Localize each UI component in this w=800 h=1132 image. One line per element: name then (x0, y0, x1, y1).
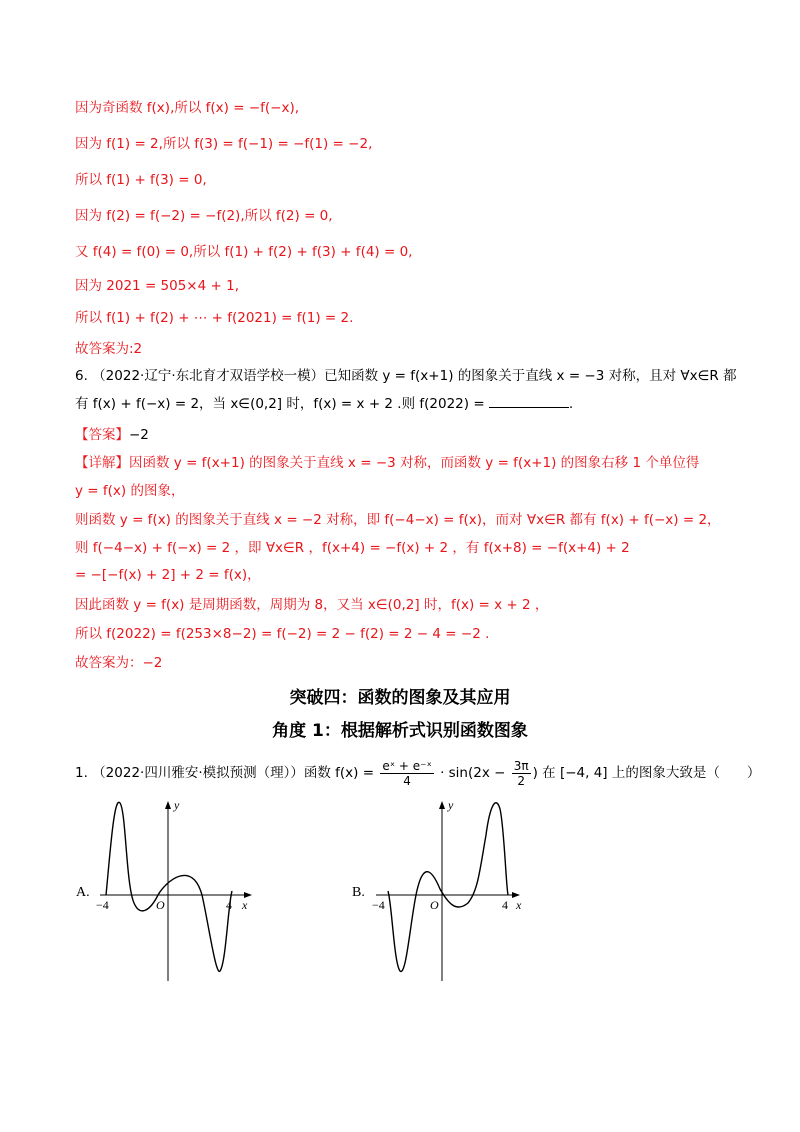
option-a-curve (106, 802, 232, 971)
pi-fraction-den: 2 (517, 773, 525, 788)
option-a-graph[interactable] (92, 795, 262, 985)
option-a-y-label: y (174, 798, 180, 812)
problem6-line2-text: 有 f(x) + f(−x) = 2，当 x∈(0,2] 时，f(x) = x + 2 .则 f(2022) = (75, 396, 489, 412)
detail-line-4: 则 f(−4−x) + f(−x) = 2 ，即 ∀x∈R ，f(x+4) = −f(x) + 2 ，有 f(x+8) = −f(x+4) + 2 (75, 540, 630, 556)
option-b-graph[interactable] (368, 795, 538, 985)
solution-line-2: 因为 f(1) = 2,所以 f(3) = f(−1) = −f(1) = −2, (75, 136, 373, 152)
exp-fraction (380, 759, 433, 788)
solution-line-4: 因为 f(2) = f(−2) = −f(2),所以 f(2) = 0, (75, 208, 333, 224)
option-a-x-pos: 4 (226, 898, 232, 912)
problem1-stem (75, 758, 760, 788)
solution-line-1: 因为奇函数 f(x),所以 f(x) = −f(−x), (75, 100, 300, 116)
problem6-line2 (75, 393, 573, 414)
answer-blank (489, 393, 569, 408)
option-b-label[interactable]: B. (352, 885, 365, 900)
detail-tag: 【详解】 (75, 455, 129, 471)
option-b-x-neg: −4 (372, 898, 385, 912)
option-a-origin: O (156, 898, 165, 912)
problem6-line1: 6. （2022·辽宁·东北育才双语学校一模）已知函数 y = f(x+1) 的图象关于直线 x = −3 对称，且对 ∀x∈R 都 (75, 368, 737, 384)
sin-close: ) (532, 765, 538, 781)
option-a-x-label: x (242, 898, 248, 912)
detail-line-5: = −[−f(x) + 2] + 2 = f(x)， (75, 567, 261, 583)
solution-line-5: 又 f(4) = f(0) = 0,所以 f(1) + f(2) + f(3) + f(4) = 0, (75, 244, 413, 260)
pi-fraction (512, 759, 531, 788)
detail-text-1: 因函数 y = f(x+1) 的图象关于直线 x = −3 对称，而函数 y = f(x+1) 的图象右移 1 个单位得 (129, 455, 700, 471)
problem1-prefix: 1. （2022·四川雅安·模拟预测（理））函数 f(x) = (75, 765, 375, 781)
option-b-origin: O (430, 898, 439, 912)
solution-line-6: 因为 2021 = 505×4 + 1, (75, 278, 239, 294)
exp-fraction-num: eˣ + e⁻ˣ (382, 758, 432, 773)
detail-line-1 (75, 453, 699, 473)
pi-fraction-num: 3π (513, 758, 529, 773)
section-title: 突破四：函数的图象及其应用 (289, 688, 511, 708)
detail-line-7: 所以 f(2022) = f(253×8−2) = f(−2) = 2 − f(2) = 2 − 4 = −2 . (75, 626, 490, 642)
answer-line: 故答案为:2 (75, 341, 143, 357)
sin-part: · sin(2x − (440, 765, 506, 781)
problem1-suffix: 在 [−4, 4] 上的图象大致是（ ） (542, 765, 761, 781)
solution-line-3: 所以 f(1) + f(3) = 0, (75, 172, 207, 188)
option-b-y-label: y (448, 798, 454, 812)
option-a-y-arrow (165, 801, 171, 809)
answer-tag: 【答案】 (75, 427, 129, 443)
exp-fraction-den: 4 (403, 773, 411, 788)
problem6-answer (75, 425, 149, 445)
option-b-curve (388, 803, 508, 972)
option-a-x-neg: −4 (96, 898, 109, 912)
section-subtitle: 角度 1：根据解析式识别函数图象 (272, 721, 528, 741)
solution-line-7: 所以 f(1) + f(2) + ⋯ + f(2021) = f(1) = 2. (75, 310, 354, 326)
detail-line-3: 则函数 y = f(x) 的图象关于直线 x = −2 对称，即 f(−4−x) = f(x)，而对 ∀x∈R 都有 f(x) + f(−x) = 2， (75, 512, 721, 528)
option-b-x-pos: 4 (502, 898, 508, 912)
option-a-label[interactable]: A. (76, 885, 90, 900)
option-b-x-label: x (516, 898, 522, 912)
final-answer: 故答案为：−2 (75, 655, 163, 671)
detail-line-2: y = f(x) 的图象， (75, 483, 185, 499)
problem6-line2-end: . (568, 396, 574, 412)
detail-line-6: 因此函数 y = f(x) 是周期函数，周期为 8，又当 x∈(0,2] 时，f(x) = x + 2 ， (75, 597, 549, 613)
option-b-y-arrow (439, 801, 445, 809)
answer-value: −2 (129, 427, 149, 443)
